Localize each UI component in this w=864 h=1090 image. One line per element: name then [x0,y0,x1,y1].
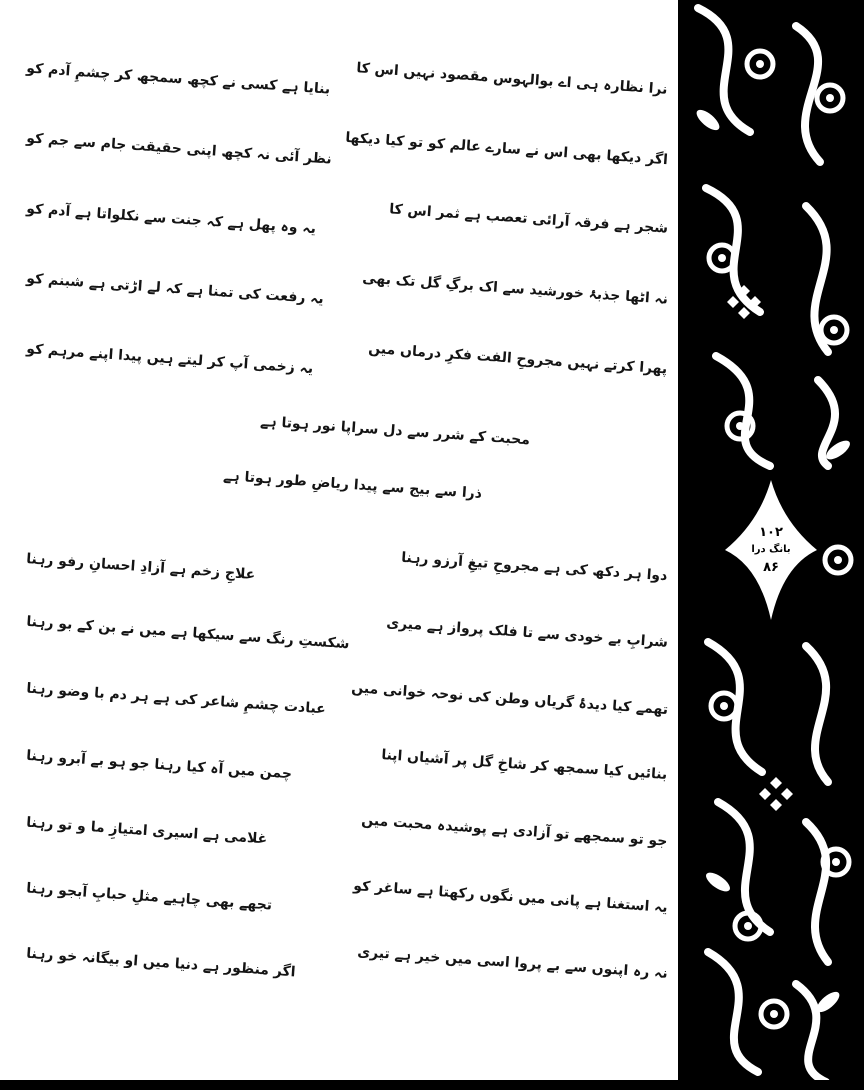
couplet-row [26,864,668,930]
hemistich-first: نہ اٹھا جذبۂ خورشید سے اک برگِ گل تک بھی [361,270,669,308]
bottom-border [0,1080,864,1090]
hemistich-second: نظر آئی نہ کچھ اپنی حقیقت جام سے جم کو [25,130,333,168]
hemistich-second: چمن میں آہ کیا رہنا جو ہو بے آبرو رہنا [25,747,293,783]
couplet-row [26,798,668,864]
couplet-row [26,930,668,996]
hemistich-second: بنایا ہے کسی نے کچھ سمجھ کر چشمِ آدم کو [25,60,331,98]
page-number-top: ۱۰۲ [759,525,783,541]
couplet-row [26,184,668,254]
ghazal-two [26,534,668,996]
hemistich-first: شرابِ بے خودی سے تا فلک پرواز ہے میری [385,615,669,651]
couplet-row [26,114,668,184]
hemistich-first: نرا نظارہ ہی اے بوالہوس مقصود نہیں اس کا [356,60,669,98]
hemistich-first: دوا ہر دکھ کی ہے مجروحِ تیغِ آرزو رہنا [401,549,669,585]
hemistich-second: غلامی ہے اسیری امتیازِ ما و تو رہنا [25,814,268,848]
page-medallion [725,480,817,620]
ornamental-border [678,0,864,1090]
couplet-row [26,666,668,732]
hemistich-first: پھرا کرتے نہیں مجروحِ الفت فکرِ درماں میں [368,340,669,378]
couplet-row [26,44,668,114]
hemistich-second: اگر منظور ہے دنیا میں او بیگانہ خو رہنا [25,945,296,981]
couplet-row [26,732,668,798]
ghazal-one [26,44,668,394]
hemistich-second: تجھے بھی چاہیے مثلِ حبابِ آبجو رہنا [25,880,273,914]
hemistich-first: یہ استغنا ہے پانی میں نگوں رکھتا ہے ساغر کو [352,878,669,916]
hemistich-second: یہ زخمی آپ کر لیتے ہیں پیدا اپنے مرہم کو [25,340,314,378]
centered-couplet [26,404,668,512]
hemistich-first: جو تو سمجھے تو آزادی ہے پوشیدہ محبت میں [361,812,669,850]
couplet-row [26,324,668,394]
couplet-row [26,254,668,324]
couplet-row [26,600,668,666]
hemistich-first: شجر ہے فرقہ آرائی تعصب ہے ثمر اس کا [388,201,669,237]
centered-line: محبت کے شرر سے دل سراپا نور ہوتا ہے [259,413,531,449]
page-number-bottom: ۸۶ [763,559,779,575]
hemistich-first: بنائیں کیا سمجھ کر شاخِ گل پر آشیاں اپنا [381,747,669,783]
hemistich-second: یہ وہ پھل ہے کہ جنت سے نکلواتا ہے آدم کو [25,200,317,238]
book-title: بانگ درا [751,544,791,556]
couplet-row [26,534,668,600]
centered-line: ذرا سے بیج سے پیدا ریاضِ طور ہوتا ہے [223,467,483,503]
hemistich-second: عبادت چشمِ شاعر کی ہے ہر دم با وضو رہنا [25,680,327,718]
hemistich-first: اگر دیکھا بھی اس نے سارے عالم کو تو کیا دیکھا [344,129,669,169]
hemistich-second: یہ رفعت کی تمنا ہے کہ لے اڑتی ہے شبنم کو [25,270,325,308]
hemistich-first: تھمے کیا دیدۂ گریاں وطن کی نوحہ خوانی میں [350,679,669,719]
hemistich-second: شکستِ رنگ سے سیکھا ہے میں نے بن کے بو رہنا [25,613,350,653]
hemistich-second: علاجِ زخم ہے آزادِ احسانِ رفو رہنا [25,551,256,583]
hemistich-first: نہ رہ اپنوں سے بے پروا اسی میں خیر ہے تیری [356,944,669,982]
